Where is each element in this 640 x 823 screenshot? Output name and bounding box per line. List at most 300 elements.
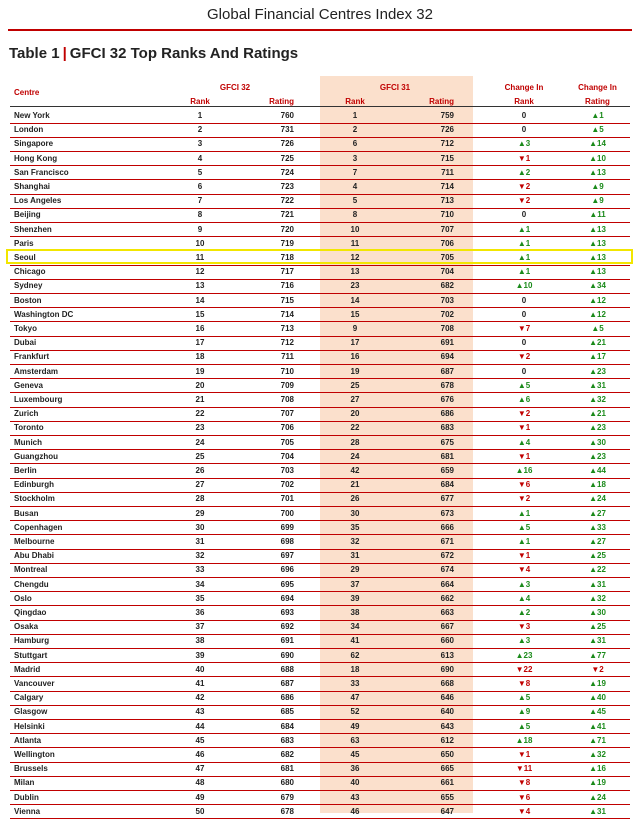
table-row [10, 535, 630, 549]
cell-change-rating: ▲34 [589, 281, 606, 291]
cell-change-rating: ▲23 [589, 423, 606, 433]
cell-gfci31-rank: 22 [350, 423, 360, 433]
cell-change-rating: ▲31 [589, 806, 606, 816]
cell-gfci32-rating: 686 [280, 693, 294, 703]
cell-change-rank: ▼1 [517, 551, 531, 561]
cell-gfci32-rank: 47 [195, 764, 205, 774]
table-row [10, 734, 630, 748]
table-row [10, 450, 630, 464]
cell-centre: Berlin [14, 466, 37, 475]
cell-change-rating: ▲9 [591, 196, 604, 206]
cell-gfci31-rating: 659 [440, 466, 454, 475]
table-row [10, 152, 630, 166]
document-title: Global Financial Centres Index 32 [207, 6, 433, 23]
cell-gfci32-rating: 719 [280, 238, 294, 248]
cell-gfci32-rating: 726 [280, 139, 294, 149]
cell-gfci32-rank: 31 [195, 537, 205, 546]
cell-gfci32-rating: 760 [280, 111, 294, 120]
table-row [10, 393, 630, 407]
cell-gfci31-rank: 3 [352, 153, 358, 163]
table-title-text: GFCI 32 Top Ranks And Ratings [69, 45, 299, 62]
cell-gfci32-rating: 705 [280, 437, 294, 447]
cell-gfci32-rating: 687 [280, 679, 294, 688]
cell-centre: Atlanta [14, 735, 42, 745]
header-gfci32-rating: Rating [269, 97, 294, 106]
cell-gfci32-rating: 710 [280, 366, 294, 376]
cell-gfci31-rank: 28 [350, 437, 360, 447]
header-gfci31-rating: Rating [429, 97, 454, 106]
cell-gfci31-rank: 16 [350, 352, 360, 362]
cell-change-rank: ▼2 [517, 182, 531, 191]
cell-gfci31-rating: 713 [440, 196, 454, 206]
table-row [10, 620, 630, 634]
cell-gfci32-rank: 10 [195, 238, 205, 248]
table-row [10, 407, 630, 421]
table-row [10, 123, 630, 137]
cell-gfci31-rating: 714 [440, 182, 454, 191]
cell-gfci32-rating: 707 [280, 409, 294, 419]
cell-gfci32-rating: 708 [280, 395, 294, 404]
cell-change-rank: ▼8 [517, 679, 531, 688]
table-row [10, 421, 630, 435]
cell-gfci32-rank: 35 [195, 593, 205, 603]
cell-change-rating: ▲10 [589, 153, 606, 163]
cell-gfci32-rating: 692 [280, 622, 294, 632]
title-divider [8, 29, 632, 31]
cell-change-rank: ▼8 [517, 778, 531, 788]
cell-change-rating: ▲21 [589, 409, 606, 419]
cell-gfci32-rank: 16 [195, 324, 205, 333]
cell-gfci32-rating: 703 [280, 466, 294, 475]
table-row [10, 322, 630, 336]
header-centre: Centre [14, 88, 40, 97]
cell-gfci32-rating: 698 [280, 537, 294, 546]
cell-change-rating: ▲30 [589, 437, 606, 447]
cell-gfci32-rank: 17 [195, 338, 205, 348]
cell-gfci31-rating: 661 [440, 778, 454, 788]
cell-centre: Madrid [14, 664, 41, 674]
cell-centre: Washington DC [14, 309, 74, 319]
cell-gfci32-rank: 18 [195, 352, 205, 362]
cell-change-rating: ▲31 [589, 380, 606, 390]
cell-change-rating: ▲21 [589, 338, 606, 348]
cell-change-rating: ▲9 [591, 182, 604, 191]
cell-change-rating: ▲45 [589, 707, 606, 717]
cell-gfci32-rating: 702 [280, 480, 294, 490]
cell-gfci32-rating: 693 [280, 608, 294, 617]
cell-gfci31-rating: 613 [440, 650, 454, 660]
cell-gfci31-rating: 663 [440, 608, 454, 617]
cell-gfci32-rating: 717 [280, 267, 294, 277]
cell-gfci32-rating: 695 [280, 579, 294, 589]
table-row [10, 265, 630, 279]
cell-gfci31-rank: 35 [350, 522, 360, 532]
cell-change-rank: ▲1 [517, 537, 531, 546]
cell-centre: Oslo [14, 593, 32, 603]
cell-change-rank: ▲3 [517, 579, 531, 589]
cell-gfci31-rating: 684 [440, 480, 454, 490]
cell-gfci32-rank: 4 [197, 153, 203, 163]
header-change-in-rating: Rating [585, 97, 610, 106]
cell-gfci31-rating: 710 [440, 210, 454, 220]
cell-gfci32-rank: 24 [195, 437, 205, 447]
cell-gfci31-rank: 7 [352, 167, 358, 177]
cell-change-rank: ▼4 [517, 565, 531, 575]
cell-gfci31-rank: 1 [352, 111, 358, 120]
cell-change-rating: ▲32 [589, 395, 606, 404]
cell-change-rating: ▲23 [589, 366, 606, 376]
table-row [10, 436, 630, 450]
cell-change-rating: ▲30 [589, 608, 606, 617]
cell-centre: Wellington [14, 750, 55, 759]
cell-gfci31-rating: 706 [440, 238, 454, 248]
cell-change-rank: ▼4 [517, 806, 531, 816]
cell-gfci32-rank: 33 [195, 565, 205, 575]
cell-change-rank: ▲1 [517, 508, 531, 518]
cell-change-rank: 0 [521, 295, 527, 305]
cell-gfci32-rank: 26 [195, 466, 205, 475]
cell-gfci31-rank: 23 [350, 281, 360, 291]
cell-gfci31-rank: 27 [350, 395, 360, 404]
cell-gfci32-rank: 43 [195, 707, 205, 717]
cell-change-rating: ▼2 [591, 664, 604, 674]
table-row [10, 521, 630, 535]
table-row [10, 776, 630, 790]
cell-gfci31-rating: 667 [440, 622, 454, 632]
cell-change-rating: ▲19 [589, 679, 606, 688]
cell-centre: Sydney [14, 281, 43, 291]
cell-gfci32-rating: 680 [280, 778, 294, 788]
table-row [10, 791, 630, 805]
cell-centre: New York [14, 111, 50, 120]
cell-change-rank: ▲1 [517, 253, 531, 262]
cell-gfci32-rating: 721 [280, 210, 294, 220]
cell-centre: Munich [14, 437, 42, 447]
cell-gfci32-rank: 25 [195, 451, 205, 461]
cell-gfci32-rating: 683 [280, 735, 294, 745]
cell-gfci32-rank: 50 [195, 806, 205, 816]
cell-gfci32-rating: 688 [280, 664, 294, 674]
cell-gfci32-rating: 685 [280, 707, 294, 717]
cell-gfci32-rank: 14 [195, 295, 205, 305]
table-row [10, 308, 630, 322]
cell-centre: London [14, 125, 44, 135]
cell-gfci32-rating: 725 [280, 153, 294, 163]
cell-change-rating: ▲13 [589, 253, 606, 262]
table-row [10, 365, 630, 379]
table-row [10, 208, 630, 222]
cell-centre: Guangzhou [14, 451, 58, 461]
cell-gfci32-rank: 6 [197, 182, 203, 191]
cell-gfci31-rank: 17 [350, 338, 360, 348]
table-row [10, 223, 630, 237]
cell-gfci31-rank: 18 [350, 664, 360, 674]
cell-centre: Stockholm [14, 494, 55, 504]
cell-change-rating: ▲13 [589, 267, 606, 277]
cell-gfci31-rating: 643 [440, 721, 454, 731]
cell-change-rating: ▲1 [591, 111, 604, 120]
cell-centre: Copenhagen [14, 522, 63, 532]
cell-change-rank: ▲3 [517, 139, 531, 149]
table-row [10, 137, 630, 151]
cell-gfci32-rank: 46 [195, 750, 205, 759]
cell-gfci31-rank: 9 [352, 324, 358, 333]
table-row [10, 109, 630, 123]
cell-gfci32-rank: 49 [195, 792, 205, 802]
cell-gfci32-rating: 681 [280, 764, 294, 774]
cell-gfci31-rating: 646 [440, 693, 454, 703]
cell-gfci31-rank: 42 [350, 466, 360, 475]
cell-gfci32-rating: 720 [280, 224, 294, 234]
cell-gfci31-rating: 707 [440, 224, 454, 234]
cell-gfci31-rank: 41 [350, 636, 360, 646]
cell-change-rank: ▼1 [517, 153, 531, 163]
cell-gfci31-rating: 678 [440, 380, 454, 390]
cell-gfci31-rating: 683 [440, 423, 454, 433]
cell-change-rank: ▲5 [517, 721, 531, 731]
table-row [10, 279, 630, 293]
cell-change-rating: ▲13 [589, 238, 606, 248]
table-row [10, 549, 630, 563]
cell-centre: Shanghai [14, 182, 51, 191]
cell-gfci31-rating: 666 [440, 522, 454, 532]
cell-gfci31-rating: 681 [440, 451, 454, 461]
cell-gfci32-rating: 718 [280, 253, 294, 262]
cell-change-rating: ▲22 [589, 565, 606, 575]
cell-gfci32-rank: 12 [195, 267, 205, 277]
cell-gfci31-rating: 640 [440, 707, 454, 717]
cell-gfci32-rating: 699 [280, 522, 294, 532]
cell-change-rank: ▼6 [517, 792, 531, 802]
cell-gfci31-rating: 712 [440, 139, 454, 149]
cell-gfci32-rating: 694 [280, 593, 294, 603]
cell-gfci32-rank: 3 [197, 139, 203, 149]
cell-gfci31-rank: 47 [350, 693, 360, 703]
cell-gfci31-rank: 33 [350, 679, 360, 688]
cell-centre: Luxembourg [14, 395, 63, 404]
cell-centre: Singapore [14, 139, 54, 149]
cell-gfci31-rating: 708 [440, 324, 454, 333]
cell-gfci31-rank: 39 [350, 593, 360, 603]
header-gfci31-rank: Rank [345, 97, 365, 106]
cell-gfci32-rank: 22 [195, 409, 205, 419]
cell-change-rating: ▲24 [589, 792, 606, 802]
cell-centre: Chicago [14, 267, 46, 277]
cell-centre: Helsinki [14, 721, 45, 731]
cell-gfci31-rating: 711 [441, 167, 454, 177]
cell-centre: Stuttgart [14, 650, 48, 660]
cell-change-rank: ▲4 [517, 593, 531, 603]
cell-centre: Shenzhen [14, 224, 52, 234]
table-row [10, 606, 630, 620]
cell-gfci31-rank: 29 [350, 565, 360, 575]
cell-change-rank: 0 [521, 125, 527, 135]
cell-gfci32-rank: 38 [195, 636, 205, 646]
cell-gfci32-rank: 19 [195, 366, 205, 376]
cell-centre: Hamburg [14, 636, 50, 646]
table-title [9, 45, 298, 62]
cell-gfci31-rating: 703 [440, 295, 454, 305]
cell-gfci32-rating: 700 [280, 508, 294, 518]
table-row [10, 634, 630, 648]
cell-gfci32-rank: 28 [195, 494, 205, 504]
cell-gfci32-rating: 678 [280, 806, 294, 816]
cell-gfci32-rank: 44 [195, 721, 205, 731]
cell-gfci32-rating: 716 [280, 281, 294, 291]
table-row [10, 805, 630, 819]
cell-centre: Busan [14, 508, 39, 518]
cell-gfci31-rating: 694 [440, 352, 454, 362]
cell-change-rank: ▲18 [515, 735, 533, 745]
cell-change-rank: 0 [521, 338, 527, 348]
cell-change-rating: ▲33 [589, 522, 606, 532]
cell-gfci32-rating: 724 [280, 167, 294, 177]
cell-centre: Seoul [14, 253, 36, 262]
table-row [10, 180, 630, 194]
cell-gfci31-rank: 15 [350, 309, 360, 319]
cell-centre: Hong Kong [14, 153, 58, 163]
cell-gfci32-rank: 36 [195, 608, 205, 617]
cell-gfci32-rank: 32 [195, 551, 205, 561]
cell-change-rank: ▼2 [517, 494, 531, 504]
cell-change-rank: ▼6 [517, 480, 531, 490]
cell-gfci31-rating: 675 [440, 437, 454, 447]
cell-gfci32-rating: 714 [280, 309, 294, 319]
cell-gfci31-rank: 37 [350, 579, 360, 589]
cell-gfci32-rank: 23 [195, 423, 205, 433]
cell-change-rating: ▲24 [589, 494, 606, 504]
cell-centre: Abu Dhabi [14, 551, 54, 561]
cell-gfci32-rank: 7 [197, 196, 203, 206]
table-row [10, 478, 630, 492]
cell-gfci31-rating: 671 [440, 537, 454, 546]
cell-gfci31-rank: 49 [350, 721, 360, 731]
cell-gfci31-rank: 4 [352, 182, 358, 191]
cell-centre: Beijing [14, 210, 41, 220]
cell-gfci32-rating: 690 [280, 650, 294, 660]
cell-centre: Vancouver [14, 679, 55, 688]
header-gfci32: GFCI 32 [219, 83, 251, 92]
table-row [10, 492, 630, 506]
cell-change-rating: ▲23 [589, 451, 606, 461]
cell-change-rating: ▲71 [589, 735, 606, 745]
cell-gfci31-rank: 30 [350, 508, 360, 518]
cell-gfci31-rank: 26 [350, 494, 360, 504]
cell-change-rank: ▼1 [517, 423, 531, 433]
cell-gfci32-rating: 684 [280, 721, 294, 731]
cell-gfci31-rank: 25 [350, 380, 360, 390]
cell-change-rating: ▲12 [589, 309, 606, 319]
cell-change-rating: ▲11 [589, 210, 606, 220]
table-row [10, 720, 630, 734]
cell-change-rating: ▲5 [591, 125, 604, 135]
cell-gfci31-rank: 21 [350, 480, 360, 490]
cell-change-rank: 0 [521, 309, 527, 319]
cell-gfci32-rating: 713 [280, 324, 294, 333]
cell-change-rating: ▲32 [589, 593, 606, 603]
cell-change-rank: ▼1 [517, 750, 531, 759]
cell-gfci31-rank: 24 [350, 451, 360, 461]
cell-gfci31-rating: 660 [440, 636, 454, 646]
cell-change-rating: ▲27 [589, 537, 606, 546]
cell-gfci31-rating: 662 [440, 593, 454, 603]
cell-gfci31-rating: 664 [440, 579, 454, 589]
cell-gfci31-rating: 690 [440, 664, 454, 674]
cell-gfci32-rating: 679 [280, 792, 294, 802]
table-row [10, 578, 630, 592]
cell-gfci31-rating: 704 [440, 267, 454, 277]
cell-change-rank: ▼22 [515, 664, 533, 674]
cell-gfci32-rating: 706 [280, 423, 294, 433]
table-row [10, 705, 630, 719]
cell-centre: Qingdao [14, 608, 47, 617]
cell-gfci32-rank: 29 [195, 508, 205, 518]
cell-gfci31-rating: 647 [440, 806, 454, 816]
cell-gfci31-rank: 40 [350, 778, 360, 788]
cell-centre: Paris [14, 238, 34, 248]
cell-centre: Milan [14, 778, 35, 788]
table-row [10, 691, 630, 705]
cell-centre: Chengdu [14, 579, 49, 589]
cell-change-rank: ▲1 [517, 224, 531, 234]
cell-change-rank: ▼2 [517, 352, 531, 362]
cell-gfci32-rank: 40 [195, 664, 205, 674]
cell-gfci31-rating: 702 [440, 309, 454, 319]
cell-gfci31-rank: 32 [350, 537, 360, 546]
header-gfci32-rank: Rank [190, 97, 210, 106]
cell-change-rating: ▲27 [589, 508, 606, 518]
cell-gfci32-rating: 704 [280, 451, 294, 461]
cell-gfci31-rating: 682 [440, 281, 454, 291]
cell-change-rating: ▲17 [589, 352, 606, 362]
cell-change-rank: 0 [521, 111, 527, 120]
cell-gfci31-rating: 612 [440, 735, 454, 745]
cell-centre: Los Angeles [14, 196, 62, 206]
cell-gfci31-rank: 20 [350, 409, 360, 419]
cell-centre: Melbourne [14, 537, 55, 546]
cell-centre: Montreal [14, 565, 48, 575]
cell-change-rank: ▲16 [515, 466, 533, 475]
cell-gfci32-rank: 39 [195, 650, 205, 660]
cell-gfci32-rank: 45 [195, 735, 205, 745]
cell-centre: Edinburgh [14, 480, 54, 490]
cell-gfci32-rating: 715 [280, 295, 294, 305]
cell-gfci32-rank: 20 [195, 380, 205, 390]
cell-gfci31-rank: 8 [352, 210, 358, 220]
table-row [10, 677, 630, 691]
cell-change-rank: ▲5 [517, 693, 531, 703]
cell-gfci31-rating: 668 [440, 679, 454, 688]
cell-gfci31-rank: 11 [350, 238, 360, 248]
cell-gfci32-rating: 712 [280, 338, 294, 348]
cell-change-rank: ▲10 [515, 281, 533, 291]
cell-gfci31-rank: 14 [350, 295, 360, 305]
table-row [10, 592, 630, 606]
cell-gfci31-rating: 686 [440, 409, 454, 419]
cell-gfci32-rating: 722 [280, 196, 294, 206]
cell-change-rank: ▲2 [517, 167, 531, 177]
cell-gfci32-rating: 697 [280, 551, 294, 561]
cell-gfci32-rank: 34 [195, 579, 205, 589]
cell-change-rating: ▲13 [589, 224, 606, 234]
cell-change-rating: ▲18 [589, 480, 606, 490]
cell-gfci32-rank: 2 [197, 125, 203, 135]
cell-gfci31-rating: 726 [440, 125, 454, 135]
cell-gfci31-rank: 45 [350, 750, 360, 759]
cell-change-rating: ▲5 [591, 324, 604, 333]
cell-gfci32-rank: 15 [195, 309, 205, 319]
cell-gfci32-rating: 723 [280, 182, 294, 191]
